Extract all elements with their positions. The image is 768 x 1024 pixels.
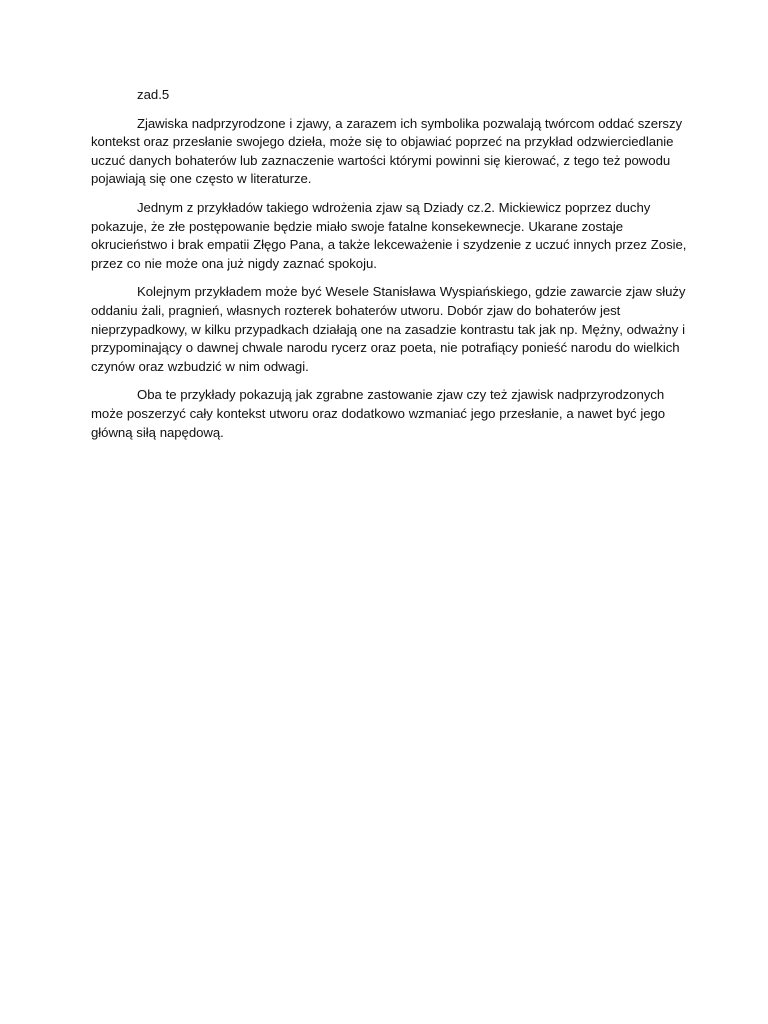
paragraph-1: Zjawiska nadprzyrodzone i zjawy, a zarazem ich symbolika pozwalają twórcom oddać szerszy kontekst oraz przesłanie swojego dzieła, może się to objawiać poprzeć na przykład odzwierciedlanie uczuć danych bohaterów lub zaznaczenie wartości którymi powinni się kierować, z tego też powodu pojawiają się one często w literaturze. — [91, 115, 683, 187]
paragraph-3: Kolejnym przykładem może być Wesele Stanisława Wyspiańskiego, gdzie zawarcie zjaw służy oddaniu żali, pragnień, własnych rozterek bohaterów utworu. Dobór zjaw do bohaterów jest nieprzypadkowy, w kilku przypadkach działają one na zasadzie kontrastu tak jak np. Mężny, odważny i przypominający o dawnej chwale narodu rycerz oraz poeta, nie potrafiący ponieść narodu do wielkich czynów oraz wzbudzić w nim odwagi. — [91, 284, 686, 374]
paragraph-2: Jednym z przykładów takiego wdrożenia zjaw są Dziady cz.2. Mickiewicz poprzez duchy pokazuje, że złe postępowanie będzie miało swoje fatalne konsekewnecje. Ukarane zostaje okrucieństwo i brak empatii Złęgo Pana, a także lekceważenie i szydzenie z uczuć innych przez Zosie, przez co nie może ona już nigdy zaznać spokoju. — [91, 199, 687, 271]
document-title: zad.5 — [137, 87, 170, 102]
paragraph-4: Oba te przykłady pokazują jak zgrabne zastowanie zjaw czy też zjawisk nadprzyrodzonych może poszerzyć cały kontekst utworu oraz dodatkowo wzmaniać jego przesłanie, a nawet być jego główną siłą napędową. — [91, 387, 666, 440]
